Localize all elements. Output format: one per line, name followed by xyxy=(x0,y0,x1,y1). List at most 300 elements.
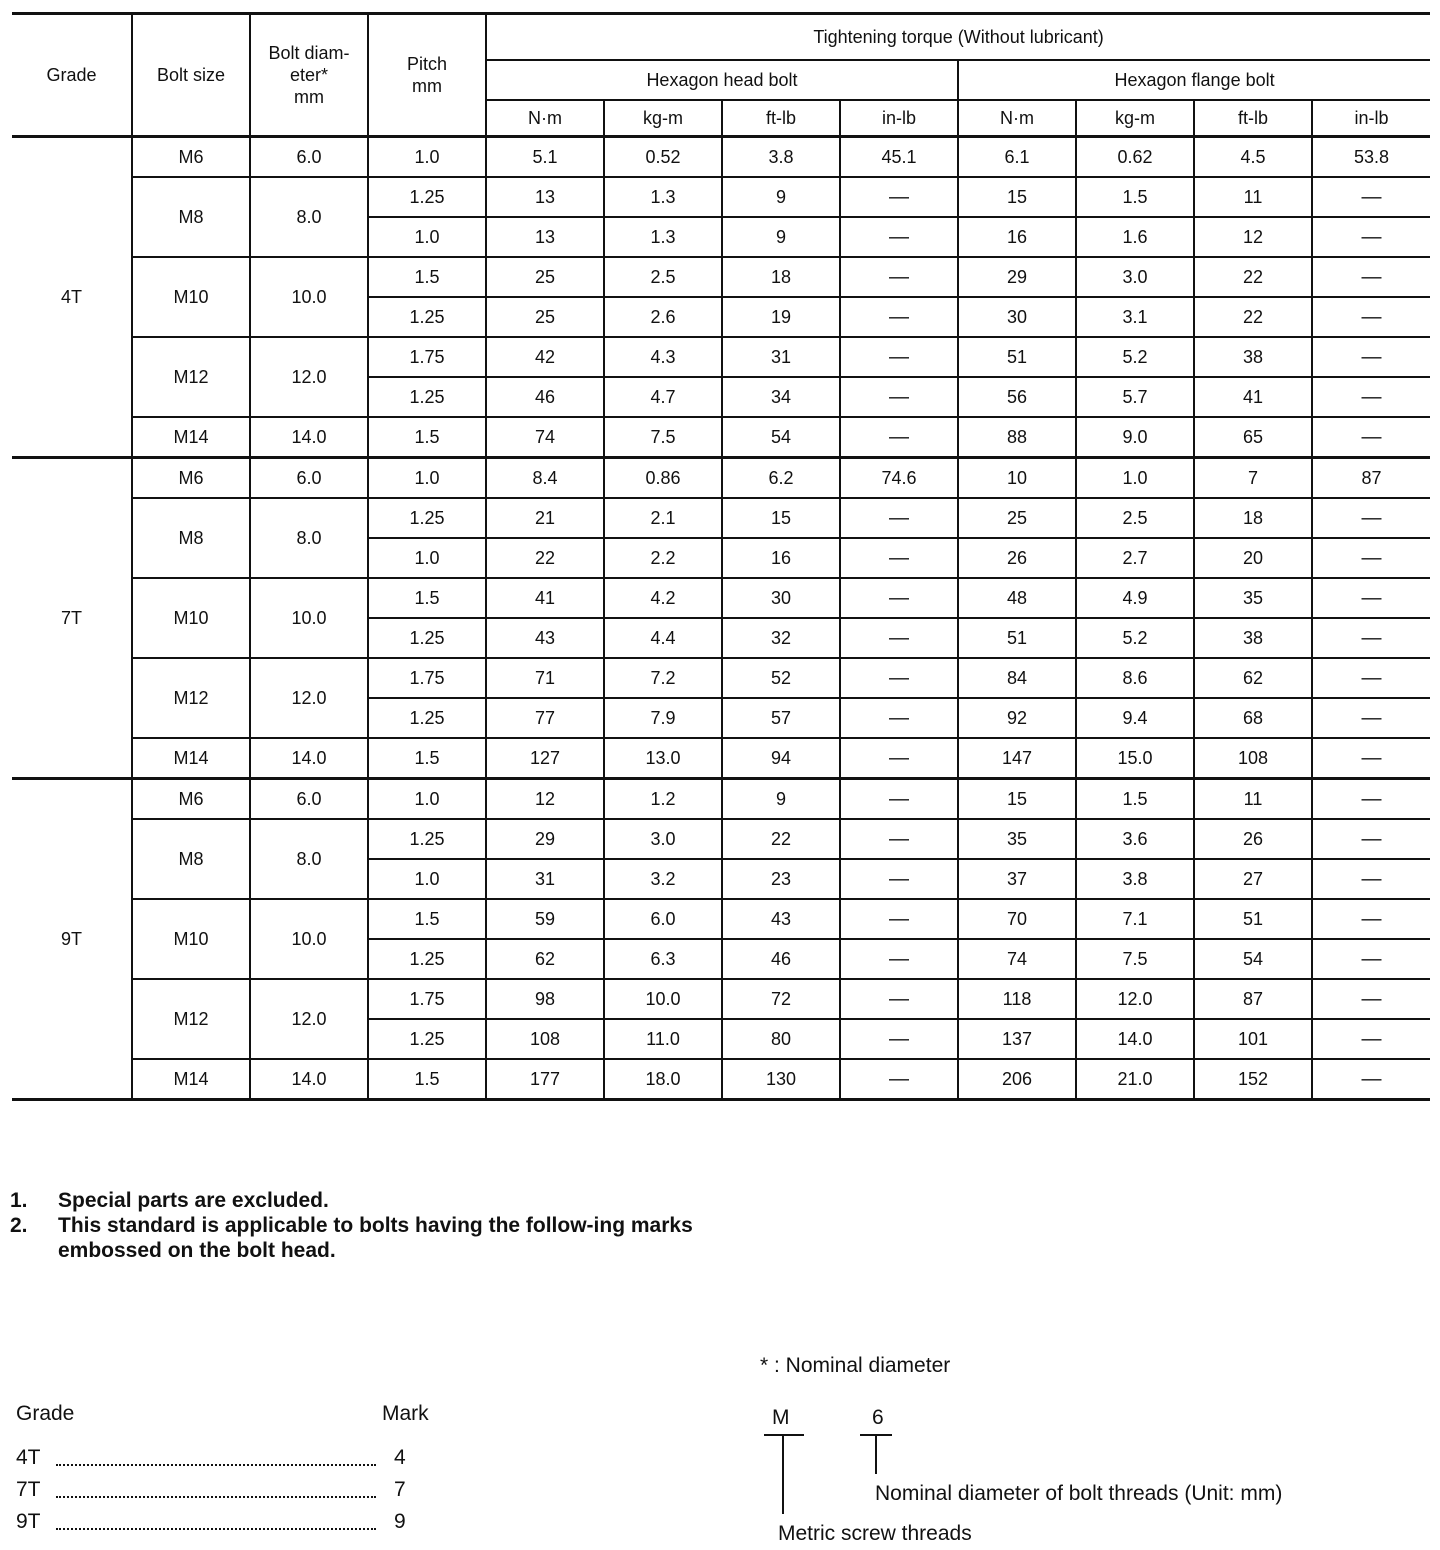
tightening-torque-header: Tightening torque (Without lubricant) xyxy=(486,14,1430,61)
head-inlb-cell: — xyxy=(840,618,958,658)
grade-mark-row xyxy=(16,1446,416,1474)
head-ftlb-cell: 34 xyxy=(722,377,840,417)
pitch-cell: 1.25 xyxy=(368,377,486,417)
flange-ftlb-cell: 68 xyxy=(1194,698,1312,738)
head-kgm-cell: 6.0 xyxy=(604,899,722,939)
head-ftlb-cell: 19 xyxy=(722,297,840,337)
pitch-cell: 1.0 xyxy=(368,458,486,499)
pitch-cell: 1.0 xyxy=(368,137,486,178)
head-ftlb-cell: 32 xyxy=(722,618,840,658)
bolt-diameter-cell: 14.0 xyxy=(250,1059,368,1100)
head-nm-cell: 108 xyxy=(486,1019,604,1059)
head-nm-cell: 12 xyxy=(486,779,604,820)
bolt-diameter-header-line: eter* xyxy=(289,65,329,85)
head-nm-cell: 25 xyxy=(486,297,604,337)
pitch-cell: 1.5 xyxy=(368,417,486,458)
head-nm-cell: 177 xyxy=(486,1059,604,1100)
unit-header-inlb: in-lb xyxy=(1312,100,1430,137)
head-nm-cell: 21 xyxy=(486,498,604,538)
dot-leader xyxy=(56,1528,376,1530)
note-item xyxy=(10,1188,730,1213)
grade-mark-row xyxy=(16,1478,416,1506)
head-kgm-cell: 0.52 xyxy=(604,137,722,178)
flange-kgm-cell: 0.62 xyxy=(1076,137,1194,178)
head-kgm-cell: 1.3 xyxy=(604,217,722,257)
flange-nm-cell: 51 xyxy=(958,618,1076,658)
head-kgm-cell: 7.2 xyxy=(604,658,722,698)
head-inlb-cell: — xyxy=(840,257,958,297)
bolt-diameter-cell: 8.0 xyxy=(250,498,368,578)
head-ftlb-cell: 3.8 xyxy=(722,137,840,178)
table-row xyxy=(12,979,1430,1019)
flange-nm-cell: 118 xyxy=(958,979,1076,1019)
table-row xyxy=(12,738,1430,779)
note-text: Special parts are excluded. xyxy=(58,1189,329,1212)
head-nm-cell: 25 xyxy=(486,257,604,297)
flange-ftlb-cell: 35 xyxy=(1194,578,1312,618)
pitch-cell: 1.25 xyxy=(368,939,486,979)
flange-nm-cell: 15 xyxy=(958,177,1076,217)
table-row xyxy=(12,417,1430,458)
table-row xyxy=(12,658,1430,698)
head-kgm-cell: 2.6 xyxy=(604,297,722,337)
hexagon-flange-bolt-header: Hexagon flange bolt xyxy=(958,60,1430,100)
flange-nm-cell: 147 xyxy=(958,738,1076,779)
flange-nm-cell: 26 xyxy=(958,538,1076,578)
bolt-diameter-cell: 10.0 xyxy=(250,899,368,979)
pitch-cell: 1.5 xyxy=(368,899,486,939)
head-nm-cell: 98 xyxy=(486,979,604,1019)
head-ftlb-cell: 6.2 xyxy=(722,458,840,499)
unit-header-inlb: in-lb xyxy=(840,100,958,137)
table-row xyxy=(12,578,1430,618)
table-row xyxy=(12,779,1430,820)
metric-screw-threads-label: Metric screw threads xyxy=(778,1522,972,1545)
flange-ftlb-cell: 11 xyxy=(1194,779,1312,820)
grade-mark-value: 9 xyxy=(394,1510,406,1533)
table-row xyxy=(12,899,1430,939)
table-row xyxy=(12,458,1430,499)
head-inlb-cell: — xyxy=(840,337,958,377)
pitch-cell: 1.5 xyxy=(368,578,486,618)
pitch-column-header xyxy=(368,14,486,137)
flange-kgm-cell: 9.4 xyxy=(1076,698,1194,738)
nominal-diameter-label: Nominal diameter of bolt threads (Unit: mm) xyxy=(875,1482,1283,1505)
head-kgm-cell: 1.3 xyxy=(604,177,722,217)
head-ftlb-cell: 43 xyxy=(722,899,840,939)
table-row xyxy=(12,257,1430,297)
diameter-number: 6 xyxy=(872,1406,884,1429)
head-nm-cell: 29 xyxy=(486,819,604,859)
flange-inlb-cell: — xyxy=(1312,377,1430,417)
head-inlb-cell: — xyxy=(840,779,958,820)
flange-nm-cell: 137 xyxy=(958,1019,1076,1059)
bolt-diameter-cell: 6.0 xyxy=(250,137,368,178)
flange-nm-cell: 51 xyxy=(958,337,1076,377)
pitch-cell: 1.25 xyxy=(368,698,486,738)
head-inlb-cell: — xyxy=(840,177,958,217)
head-ftlb-cell: 57 xyxy=(722,698,840,738)
bolt-size-cell: M14 xyxy=(132,738,250,779)
flange-ftlb-cell: 22 xyxy=(1194,297,1312,337)
pitch-cell: 1.5 xyxy=(368,1059,486,1100)
head-kgm-cell: 13.0 xyxy=(604,738,722,779)
bolt-diameter-cell: 14.0 xyxy=(250,417,368,458)
flange-ftlb-cell: 41 xyxy=(1194,377,1312,417)
flange-kgm-cell: 3.6 xyxy=(1076,819,1194,859)
head-kgm-cell: 0.86 xyxy=(604,458,722,499)
bolt-size-cell: M10 xyxy=(132,899,250,979)
flange-nm-cell: 48 xyxy=(958,578,1076,618)
flange-ftlb-cell: 22 xyxy=(1194,257,1312,297)
head-kgm-cell: 11.0 xyxy=(604,1019,722,1059)
bolt-size-cell: M14 xyxy=(132,1059,250,1100)
dot-leader xyxy=(56,1496,376,1498)
head-nm-cell: 41 xyxy=(486,578,604,618)
head-kgm-cell: 3.2 xyxy=(604,859,722,899)
unit-header-kgm: kg-m xyxy=(604,100,722,137)
unit-header-nm: N·m xyxy=(958,100,1076,137)
head-kgm-cell: 2.5 xyxy=(604,257,722,297)
flange-ftlb-cell: 62 xyxy=(1194,658,1312,698)
head-kgm-cell: 3.0 xyxy=(604,819,722,859)
bolt-diameter-cell: 10.0 xyxy=(250,257,368,337)
head-kgm-cell: 7.5 xyxy=(604,417,722,458)
head-kgm-cell: 4.3 xyxy=(604,337,722,377)
note-number: 2. xyxy=(10,1214,28,1237)
flange-nm-cell: 15 xyxy=(958,779,1076,820)
flange-kgm-cell: 1.6 xyxy=(1076,217,1194,257)
head-nm-cell: 22 xyxy=(486,538,604,578)
flange-nm-cell: 206 xyxy=(958,1059,1076,1100)
head-ftlb-cell: 9 xyxy=(722,217,840,257)
table-row xyxy=(12,498,1430,538)
head-ftlb-cell: 23 xyxy=(722,859,840,899)
flange-ftlb-cell: 12 xyxy=(1194,217,1312,257)
flange-ftlb-cell: 26 xyxy=(1194,819,1312,859)
head-inlb-cell: — xyxy=(840,698,958,738)
bolt-size-cell: M12 xyxy=(132,979,250,1059)
head-inlb-cell: — xyxy=(840,979,958,1019)
unit-header-ftlb: ft-lb xyxy=(722,100,840,137)
head-nm-cell: 31 xyxy=(486,859,604,899)
nominal-diameter-footnote: * : Nominal diameter xyxy=(760,1354,951,1377)
unit-header-kgm: kg-m xyxy=(1076,100,1194,137)
hexagon-head-bolt-header: Hexagon head bolt xyxy=(486,60,958,100)
diameter-leader-line xyxy=(875,1434,877,1474)
pitch-cell: 1.25 xyxy=(368,177,486,217)
flange-inlb-cell: 53.8 xyxy=(1312,137,1430,178)
bolt-size-cell: M6 xyxy=(132,458,250,499)
head-ftlb-cell: 72 xyxy=(722,979,840,1019)
flange-ftlb-cell: 4.5 xyxy=(1194,137,1312,178)
torque-table xyxy=(12,12,1430,1101)
flange-inlb-cell: — xyxy=(1312,498,1430,538)
flange-inlb-cell: — xyxy=(1312,538,1430,578)
grade-cell: 9T xyxy=(12,779,132,1100)
head-inlb-cell: — xyxy=(840,377,958,417)
notes-list xyxy=(10,1188,730,1263)
grade-mark-value: 7 xyxy=(394,1478,406,1501)
bolt-size-cell: M6 xyxy=(132,779,250,820)
table-row xyxy=(12,177,1430,217)
flange-kgm-cell: 3.0 xyxy=(1076,257,1194,297)
grade-mark-grade: 9T xyxy=(16,1510,41,1533)
flange-kgm-cell: 5.2 xyxy=(1076,337,1194,377)
flange-ftlb-cell: 152 xyxy=(1194,1059,1312,1100)
bolt-size-cell: M10 xyxy=(132,578,250,658)
head-ftlb-cell: 18 xyxy=(722,257,840,297)
head-nm-cell: 59 xyxy=(486,899,604,939)
head-kgm-cell: 10.0 xyxy=(604,979,722,1019)
head-inlb-cell: — xyxy=(840,578,958,618)
pitch-cell: 1.0 xyxy=(368,779,486,820)
flange-inlb-cell: — xyxy=(1312,1059,1430,1100)
flange-kgm-cell: 15.0 xyxy=(1076,738,1194,779)
head-inlb-cell: — xyxy=(840,738,958,779)
flange-kgm-cell: 14.0 xyxy=(1076,1019,1194,1059)
flange-kgm-cell: 7.5 xyxy=(1076,939,1194,979)
flange-ftlb-cell: 18 xyxy=(1194,498,1312,538)
bolt-size-cell: M14 xyxy=(132,417,250,458)
flange-nm-cell: 70 xyxy=(958,899,1076,939)
head-inlb-cell: — xyxy=(840,217,958,257)
flange-inlb-cell: 87 xyxy=(1312,458,1430,499)
head-ftlb-cell: 80 xyxy=(722,1019,840,1059)
flange-nm-cell: 37 xyxy=(958,859,1076,899)
pitch-cell: 1.5 xyxy=(368,738,486,779)
bolt-size-cell: M10 xyxy=(132,257,250,337)
metric-letter: M xyxy=(772,1406,790,1429)
flange-inlb-cell: — xyxy=(1312,257,1430,297)
bolt-diameter-cell: 10.0 xyxy=(250,578,368,658)
grade-cell: 4T xyxy=(12,137,132,458)
pitch-header-line: Pitch xyxy=(406,54,448,74)
head-kgm-cell: 2.2 xyxy=(604,538,722,578)
head-ftlb-cell: 31 xyxy=(722,337,840,377)
flange-kgm-cell: 3.8 xyxy=(1076,859,1194,899)
dot-leader xyxy=(56,1464,376,1466)
pitch-cell: 1.0 xyxy=(368,217,486,257)
flange-kgm-cell: 2.7 xyxy=(1076,538,1194,578)
flange-ftlb-cell: 54 xyxy=(1194,939,1312,979)
flange-inlb-cell: — xyxy=(1312,819,1430,859)
note-text: This standard is applicable to bolts having the follow-ing marks embossed on the bolt head. xyxy=(58,1214,693,1262)
pitch-cell: 1.5 xyxy=(368,257,486,297)
unit-header-ftlb: ft-lb xyxy=(1194,100,1312,137)
head-nm-cell: 13 xyxy=(486,177,604,217)
flange-ftlb-cell: 108 xyxy=(1194,738,1312,779)
flange-inlb-cell: — xyxy=(1312,217,1430,257)
head-inlb-cell: — xyxy=(840,899,958,939)
head-ftlb-cell: 46 xyxy=(722,939,840,979)
flange-ftlb-cell: 38 xyxy=(1194,618,1312,658)
flange-ftlb-cell: 11 xyxy=(1194,177,1312,217)
flange-nm-cell: 30 xyxy=(958,297,1076,337)
pitch-cell: 1.75 xyxy=(368,979,486,1019)
bolt-size-cell: M8 xyxy=(132,177,250,257)
head-ftlb-cell: 30 xyxy=(722,578,840,618)
table-row xyxy=(12,337,1430,377)
flange-inlb-cell: — xyxy=(1312,578,1430,618)
flange-inlb-cell: — xyxy=(1312,939,1430,979)
pitch-cell: 1.0 xyxy=(368,859,486,899)
flange-ftlb-cell: 101 xyxy=(1194,1019,1312,1059)
head-inlb-cell: — xyxy=(840,939,958,979)
bolt-diameter-cell: 12.0 xyxy=(250,337,368,417)
mark-list-mark-header: Mark xyxy=(382,1402,429,1425)
mark-list-grade-header: Grade xyxy=(16,1402,75,1425)
pitch-cell: 1.25 xyxy=(368,498,486,538)
flange-inlb-cell: — xyxy=(1312,779,1430,820)
head-inlb-cell: 45.1 xyxy=(840,137,958,178)
head-nm-cell: 8.4 xyxy=(486,458,604,499)
head-kgm-cell: 18.0 xyxy=(604,1059,722,1100)
flange-kgm-cell: 1.0 xyxy=(1076,458,1194,499)
bolt-size-cell: M12 xyxy=(132,337,250,417)
head-ftlb-cell: 130 xyxy=(722,1059,840,1100)
flange-kgm-cell: 9.0 xyxy=(1076,417,1194,458)
metric-leader-line xyxy=(782,1434,784,1514)
head-nm-cell: 74 xyxy=(486,417,604,458)
flange-kgm-cell: 12.0 xyxy=(1076,979,1194,1019)
flange-inlb-cell: — xyxy=(1312,899,1430,939)
head-kgm-cell: 4.2 xyxy=(604,578,722,618)
head-inlb-cell: — xyxy=(840,859,958,899)
bolt-diameter-cell: 12.0 xyxy=(250,979,368,1059)
flange-kgm-cell: 5.2 xyxy=(1076,618,1194,658)
bolt-diameter-column-header xyxy=(250,14,368,137)
pitch-cell: 1.25 xyxy=(368,1019,486,1059)
metric-bracket-bar xyxy=(764,1434,804,1436)
flange-kgm-cell: 5.7 xyxy=(1076,377,1194,417)
head-kgm-cell: 6.3 xyxy=(604,939,722,979)
bolt-diameter-cell: 8.0 xyxy=(250,819,368,899)
flange-nm-cell: 35 xyxy=(958,819,1076,859)
flange-nm-cell: 74 xyxy=(958,939,1076,979)
flange-ftlb-cell: 65 xyxy=(1194,417,1312,458)
head-inlb-cell: — xyxy=(840,417,958,458)
flange-inlb-cell: — xyxy=(1312,417,1430,458)
flange-nm-cell: 56 xyxy=(958,377,1076,417)
head-nm-cell: 42 xyxy=(486,337,604,377)
flange-inlb-cell: — xyxy=(1312,337,1430,377)
head-inlb-cell: — xyxy=(840,1019,958,1059)
bolt-size-cell: M8 xyxy=(132,498,250,578)
head-ftlb-cell: 52 xyxy=(722,658,840,698)
flange-inlb-cell: — xyxy=(1312,1019,1430,1059)
head-inlb-cell: — xyxy=(840,498,958,538)
head-nm-cell: 46 xyxy=(486,377,604,417)
grade-cell: 7T xyxy=(12,458,132,779)
head-nm-cell: 127 xyxy=(486,738,604,779)
flange-nm-cell: 92 xyxy=(958,698,1076,738)
head-ftlb-cell: 54 xyxy=(722,417,840,458)
bolt-diameter-header-line: Bolt diam- xyxy=(268,43,350,63)
flange-kgm-cell: 1.5 xyxy=(1076,779,1194,820)
head-nm-cell: 13 xyxy=(486,217,604,257)
flange-nm-cell: 84 xyxy=(958,658,1076,698)
flange-inlb-cell: — xyxy=(1312,859,1430,899)
bolt-size-cell: M12 xyxy=(132,658,250,738)
note-item xyxy=(10,1213,730,1263)
head-ftlb-cell: 9 xyxy=(722,779,840,820)
head-ftlb-cell: 9 xyxy=(722,177,840,217)
flange-kgm-cell: 4.9 xyxy=(1076,578,1194,618)
bolt-diameter-cell: 6.0 xyxy=(250,779,368,820)
flange-kgm-cell: 3.1 xyxy=(1076,297,1194,337)
flange-ftlb-cell: 38 xyxy=(1194,337,1312,377)
flange-nm-cell: 16 xyxy=(958,217,1076,257)
pitch-cell: 1.75 xyxy=(368,337,486,377)
flange-ftlb-cell: 7 xyxy=(1194,458,1312,499)
flange-inlb-cell: — xyxy=(1312,738,1430,779)
bolt-diameter-header-line: mm xyxy=(294,87,324,107)
head-kgm-cell: 4.4 xyxy=(604,618,722,658)
flange-kgm-cell: 21.0 xyxy=(1076,1059,1194,1100)
head-inlb-cell: — xyxy=(840,1059,958,1100)
flange-nm-cell: 25 xyxy=(958,498,1076,538)
flange-inlb-cell: — xyxy=(1312,177,1430,217)
pitch-cell: 1.25 xyxy=(368,618,486,658)
flange-kgm-cell: 2.5 xyxy=(1076,498,1194,538)
head-inlb-cell: — xyxy=(840,538,958,578)
head-inlb-cell: — xyxy=(840,658,958,698)
head-nm-cell: 77 xyxy=(486,698,604,738)
table-row xyxy=(12,819,1430,859)
bolt-size-cell: M6 xyxy=(132,137,250,178)
flange-kgm-cell: 7.1 xyxy=(1076,899,1194,939)
bolt-diameter-cell: 6.0 xyxy=(250,458,368,499)
flange-nm-cell: 10 xyxy=(958,458,1076,499)
head-kgm-cell: 7.9 xyxy=(604,698,722,738)
head-nm-cell: 5.1 xyxy=(486,137,604,178)
head-kgm-cell: 1.2 xyxy=(604,779,722,820)
table-body xyxy=(12,137,1430,1100)
flange-ftlb-cell: 27 xyxy=(1194,859,1312,899)
flange-kgm-cell: 1.5 xyxy=(1076,177,1194,217)
bolt-diameter-cell: 12.0 xyxy=(250,658,368,738)
head-ftlb-cell: 15 xyxy=(722,498,840,538)
table-row xyxy=(12,1059,1430,1100)
head-ftlb-cell: 22 xyxy=(722,819,840,859)
head-kgm-cell: 2.1 xyxy=(604,498,722,538)
bolt-size-cell: M8 xyxy=(132,819,250,899)
flange-inlb-cell: — xyxy=(1312,297,1430,337)
head-nm-cell: 71 xyxy=(486,658,604,698)
grade-mark-grade: 7T xyxy=(16,1478,41,1501)
pitch-header-line: mm xyxy=(412,76,442,96)
flange-nm-cell: 88 xyxy=(958,417,1076,458)
flange-nm-cell: 29 xyxy=(958,257,1076,297)
pitch-cell: 1.75 xyxy=(368,658,486,698)
bolt-diameter-cell: 8.0 xyxy=(250,177,368,257)
head-ftlb-cell: 94 xyxy=(722,738,840,779)
grade-mark-row xyxy=(16,1510,416,1538)
grade-mark-grade: 4T xyxy=(16,1446,41,1469)
flange-kgm-cell: 8.6 xyxy=(1076,658,1194,698)
flange-inlb-cell: — xyxy=(1312,658,1430,698)
flange-inlb-cell: — xyxy=(1312,618,1430,658)
head-inlb-cell: 74.6 xyxy=(840,458,958,499)
bolt-size-column-header: Bolt size xyxy=(132,14,250,137)
head-kgm-cell: 4.7 xyxy=(604,377,722,417)
head-ftlb-cell: 16 xyxy=(722,538,840,578)
table-row xyxy=(12,137,1430,178)
head-nm-cell: 43 xyxy=(486,618,604,658)
pitch-cell: 1.25 xyxy=(368,819,486,859)
grade-mark-value: 4 xyxy=(394,1446,406,1469)
